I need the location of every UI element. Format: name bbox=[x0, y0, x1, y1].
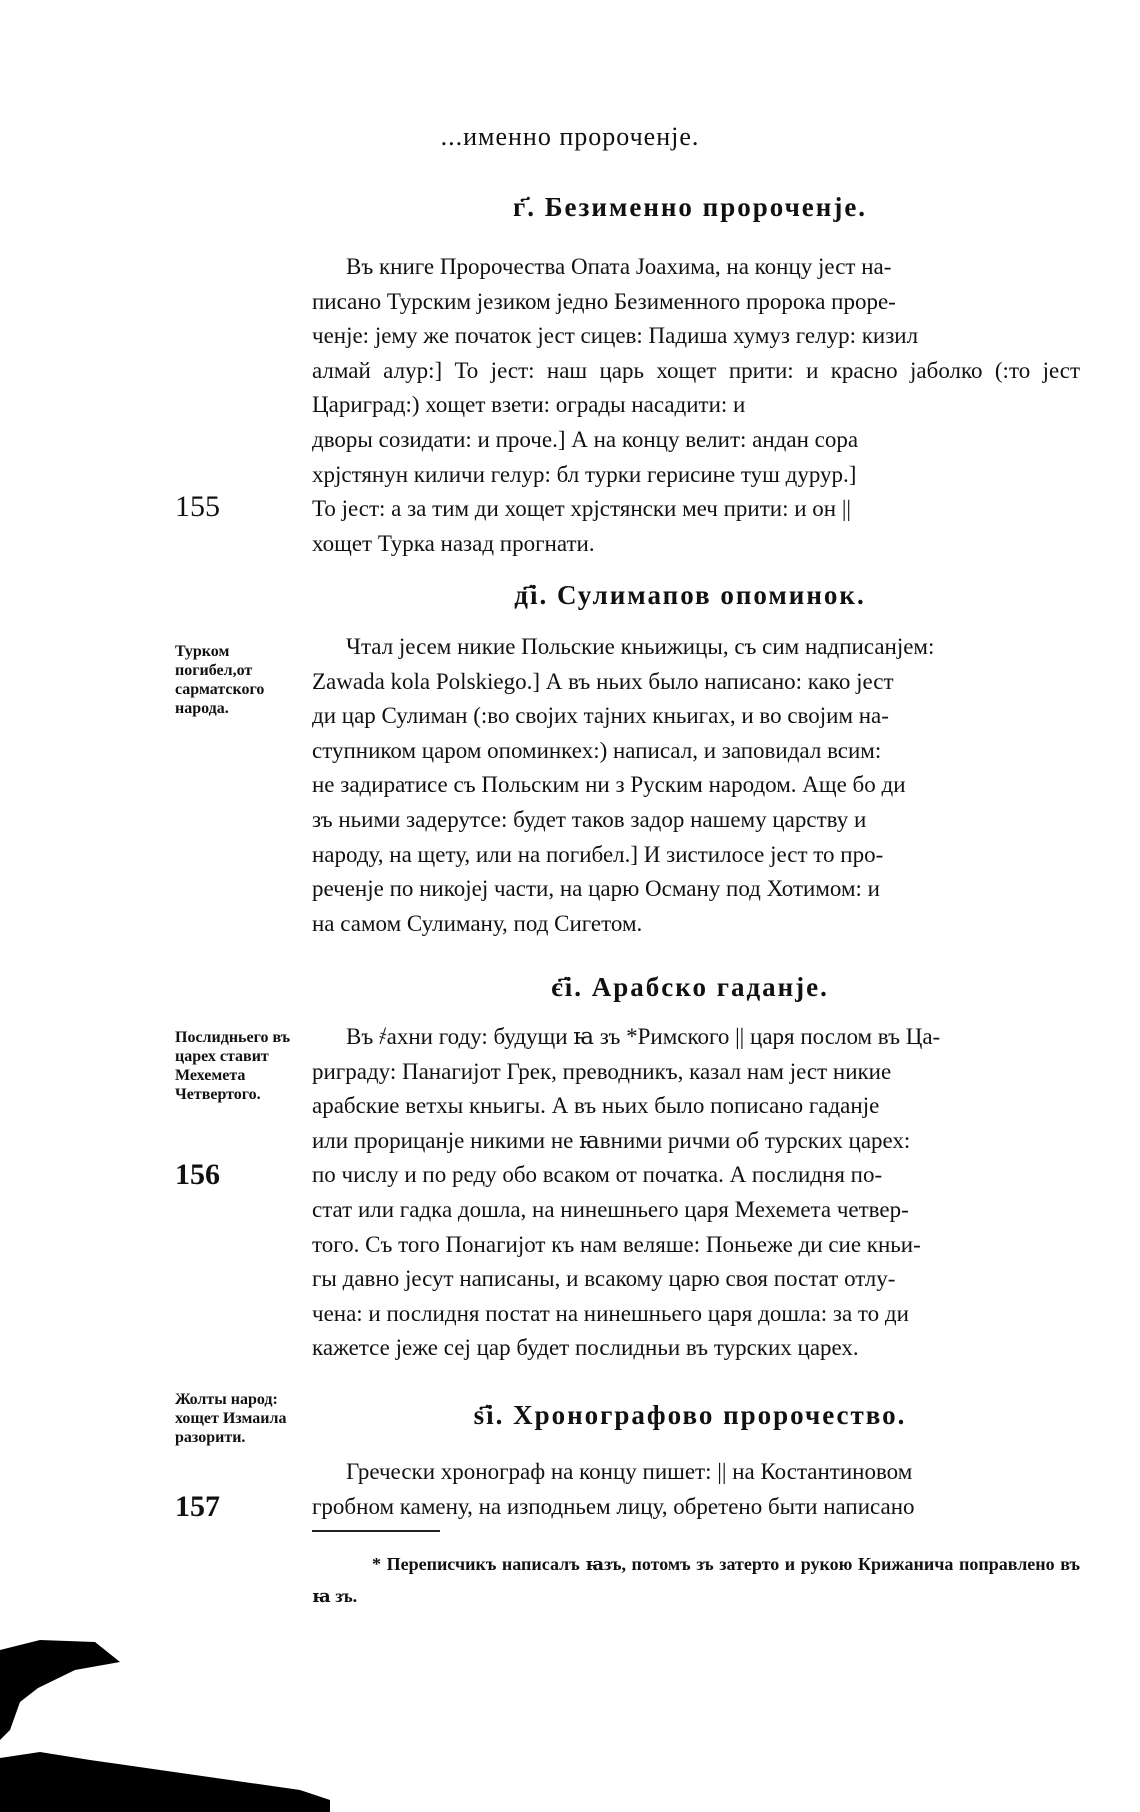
text-line: ди цар Сулиман (:во својих тајних кньигах, и во својим на- bbox=[312, 703, 889, 729]
text-line: Гречески хронограф на концу пишет: || на Костантиновом bbox=[346, 1459, 913, 1484]
footnote-rule bbox=[312, 1530, 440, 1532]
section-body-sulimanov bbox=[312, 630, 1080, 941]
footnote: * Переписчикъ написалъ ꙗзъ, потомъ зъ затерто и рукою Крижанича поправлено въ ꙗ зъ. bbox=[312, 1554, 1080, 1606]
text-line: по числу и по реду обо всаком от початка. А послидня по- bbox=[312, 1162, 883, 1188]
page-number: 157 bbox=[175, 1490, 220, 1523]
margin-note: Послидньего въ царех ставит Мехемета Четвертого. bbox=[175, 1029, 291, 1103]
section-body-arabsko bbox=[312, 1020, 1080, 1366]
text-line: гробном камену, на изподньем лицу, обретено быти написано bbox=[312, 1493, 915, 1519]
text-line: арабские ветхы кньигы. А въ ньих было пописано гаданје bbox=[312, 1093, 880, 1119]
text-line: зъ ньими задерутсе: будет таков задор нашему царству и bbox=[312, 806, 867, 832]
margin-note: Турком погибел,от сарматского народа. bbox=[175, 643, 265, 717]
section-body-bezimenno bbox=[312, 250, 1080, 561]
text-line: хрјстянун киличи гелур: бл турки герисине туш дурур.] bbox=[312, 461, 857, 487]
section-heading-arabsko: є҃і. Арабско гаданје. bbox=[551, 972, 829, 1002]
running-head: ...именно пророченје. bbox=[440, 122, 700, 151]
text-line: дворы созидати: и проче.] А на концу велит: андан сора bbox=[312, 426, 859, 452]
text-line: на самом Сулиману, под Сигетом. bbox=[312, 910, 643, 936]
text-line: То јест: а за тим ди хощет хрјстянски меч прити: и он || bbox=[312, 496, 852, 522]
text-line: народу, на щету, или на погибел.] И зистилосе јест то про- bbox=[312, 841, 884, 867]
text-line: или прорицанје никими не ꙗвними ричми об турских царех: bbox=[312, 1127, 911, 1153]
text-line: ступником царом опоминкех:) написал, и заповидал всим: bbox=[312, 737, 882, 763]
margin-note: Жолты народ: хощет Измаила разорити. bbox=[175, 1391, 287, 1446]
text-line: ченје: јему же початок јест сицев: Падиша хумуз гелур: кизил bbox=[312, 323, 919, 349]
text-line: чена: и послидня постат на нинешньего царя дошла: за то ди bbox=[312, 1300, 909, 1326]
section-heading-bezimenno: г҃. Безименно пророченје. bbox=[512, 192, 868, 222]
text-line: того. Съ того Понагијот къ нам веляше: Поньеже ди сие кньи- bbox=[312, 1231, 921, 1257]
section-heading-hronograf: ѕ҃і. Хронографово пророчество. bbox=[473, 1400, 907, 1430]
page-number: 156 bbox=[175, 1158, 220, 1191]
scan-artifact bbox=[0, 1640, 330, 1812]
text-line: стат или гадка дошла, на нинешньего царя Мехемета четвер- bbox=[312, 1196, 909, 1222]
section-heading-sulimanov: д҃і. Сулимапов опоминок. bbox=[514, 580, 866, 610]
text-line: риграду: Панагијот Грек, преводникъ, казал нам јест никие bbox=[312, 1058, 892, 1084]
text-line: кажетсе јеже сеј цар будет послидньи въ турских царех. bbox=[312, 1335, 859, 1361]
text-line: реченје по никојеј части, на царю Осману под Хотимом: и bbox=[312, 876, 880, 902]
text-line: писано Турским језиком једно Безименного пророка проре- bbox=[312, 288, 896, 314]
text-line: Въ ҂ахни году: будущи ꙗ зъ *Римского || царя послом въ Ца- bbox=[346, 1024, 941, 1049]
text-line: не задиратисе съ Польским ни з Руским народом. Аще бо ди bbox=[312, 772, 906, 798]
section-body-hronograf bbox=[312, 1455, 1080, 1524]
text-line: хощет Турка назад прогнати. bbox=[312, 530, 595, 556]
text-line: Чтал јесем никие Польские кньижицы, съ сим надписанјем: bbox=[346, 634, 935, 659]
text-line: гы давно јесут написаны, и всакому царю своя постат отлу- bbox=[312, 1266, 896, 1292]
text-line: Въ книге Пророчества Опата Јоахима, на концу јест на- bbox=[346, 254, 892, 279]
text-line: алмай алур:] То јест: наш царь хощет прити: и красно јаболко (:то јест Цариград:) хощет взети: ограды насадити: и bbox=[312, 357, 1080, 418]
text-line: Zawada kola Polskiego.] А въ ньих было написано: како јест bbox=[312, 668, 894, 694]
page-number: 155 bbox=[175, 490, 220, 523]
